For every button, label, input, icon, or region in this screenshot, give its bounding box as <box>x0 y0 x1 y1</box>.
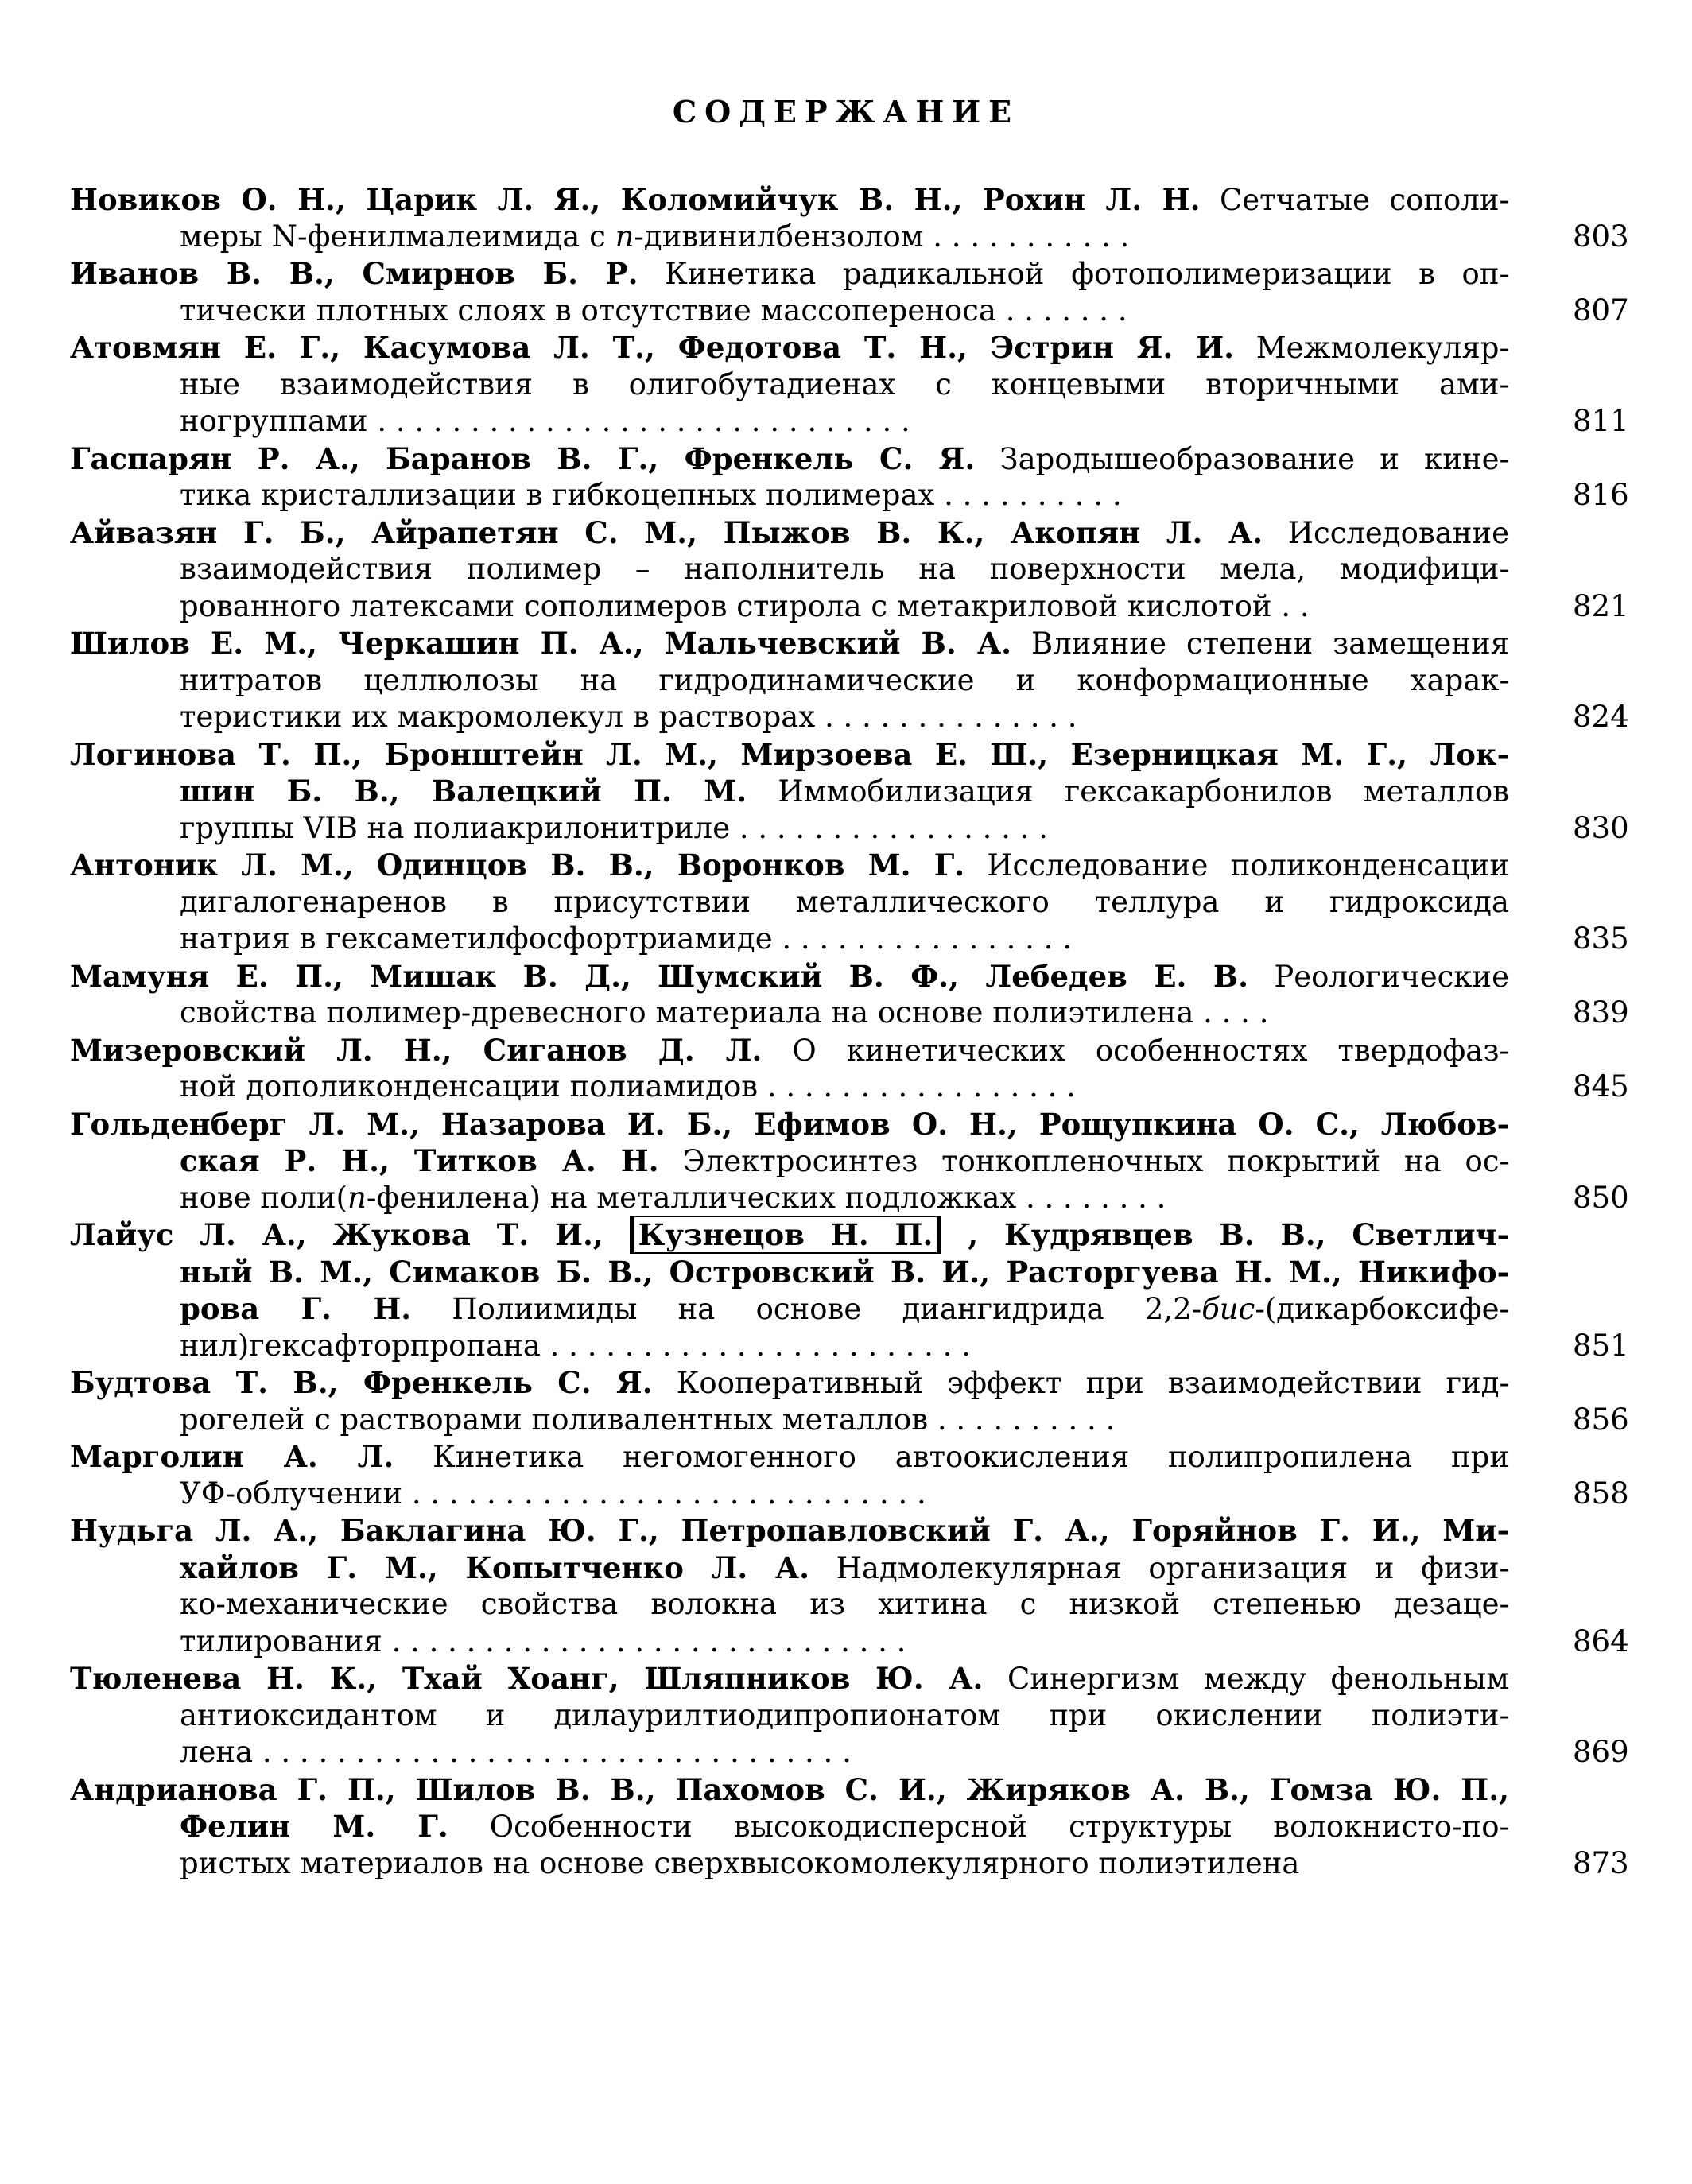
toc-entry-line <box>70 1512 1676 1550</box>
article-title-text: Кооперативный эффект при взаимодействии гид- <box>652 1366 1509 1400</box>
page-number: 851 <box>1573 1328 1629 1363</box>
article-title-text: дигалогенаренов в присутствии металлического теллура и гидроксида <box>180 884 1509 919</box>
author-names: Марголин А. Л. <box>70 1439 394 1474</box>
toc-line-text <box>70 514 1509 552</box>
author-names: Иванов В. В., Смирнов Б. Р. <box>70 256 638 291</box>
article-title-text: Электросинтез тонкопленочных покрытий на ос- <box>658 1144 1509 1178</box>
toc-heading: СОДЕРЖАНИЕ <box>672 94 1020 130</box>
author-names: Мизеровский Л. Н., Сиганов Д. Л. <box>70 1032 763 1068</box>
article-title-text: нове поли( <box>180 1180 347 1215</box>
toc-line-text <box>180 219 1509 256</box>
toc-line-text <box>180 1550 1509 1587</box>
page-number: 869 <box>1573 1735 1629 1769</box>
toc-line-text <box>70 625 1509 662</box>
toc-entry-line <box>70 1106 1676 1143</box>
article-title-text: тилирования . . . . . . . . . . . . . . . . . . . . . . . . . . . . <box>180 1623 906 1658</box>
article-title-text: -фенилена) на металлических подложках . . . . . . . . <box>366 1180 1166 1215</box>
toc-line-text <box>180 367 1509 404</box>
article-title-text: Кинетика негомогенного автоокисления полипропилена при <box>394 1440 1509 1474</box>
article-title-text: антиоксидантом и дилаурилтиодипропионатом при окислении полиэти- <box>180 1697 1509 1732</box>
author-names: Гаспарян Р. А., Баранов В. Г., Френкель С. Я. <box>70 440 976 476</box>
page-number: 830 <box>1573 810 1629 845</box>
toc-line-text <box>180 699 1509 736</box>
page-number: 835 <box>1573 921 1629 956</box>
article-title-text: бис <box>1201 1292 1255 1326</box>
toc-line-text <box>70 1512 1509 1550</box>
article-title-text: Реологические <box>1248 959 1509 994</box>
author-names: Логинова Т. П., Бронштейн Л. М., Мирзоева Е. Ш., Езерницкая М. Г., Лок- <box>70 736 1509 772</box>
page-number: 856 <box>1573 1402 1629 1437</box>
toc-line-text <box>180 1734 1509 1771</box>
toc-entry <box>70 440 1676 514</box>
page-number: 803 <box>1573 219 1629 254</box>
page-number: 824 <box>1573 700 1629 734</box>
article-title-text: нитратов целлюлозы на гидродинамические и конформационные харак- <box>180 662 1509 697</box>
article-title-text: тика кристаллизации в гибкоцепных полимерах . . . . . . . . . . <box>180 478 1122 512</box>
article-title-text: ко-механические свойства волокна из хитина с низкой степенью дезаце- <box>180 1587 1509 1621</box>
author-names: Мамуня Е. П., Мишак В. Д., Шумский В. Ф., Лебедев Е. В. <box>70 958 1249 994</box>
article-title-text: Сетчатые сополи- <box>1200 183 1509 217</box>
toc-line-text <box>70 329 1509 367</box>
toc-entry-line <box>70 1180 1676 1217</box>
toc-line-text <box>180 1476 1509 1513</box>
article-title-text: n <box>615 219 634 254</box>
toc-entry-line <box>70 1142 1676 1180</box>
article-title-text: нил)гексафторпропана . . . . . . . . . . . . . . . . . . . . . . . <box>180 1328 971 1363</box>
article-title-text: натрия в гексаметилфосфортриамиде . . . . . . . . . . . . . . . . <box>180 921 1072 956</box>
toc-line-text <box>180 773 1509 810</box>
article-title-text: Полиимиды на основе диангидрида 2,2- <box>411 1292 1202 1326</box>
toc-entry <box>70 1216 1676 1364</box>
article-title-text: меры N-фенилмалеимида с <box>180 219 615 254</box>
toc-line-text <box>180 1069 1509 1106</box>
toc-entry-line <box>70 958 1676 995</box>
toc-line-text <box>180 1180 1509 1217</box>
toc-entry-line <box>70 773 1676 810</box>
toc-line-text <box>70 1771 1509 1809</box>
toc-line-text <box>180 403 1509 440</box>
toc-entry <box>70 1106 1676 1217</box>
toc-line-text <box>180 662 1509 700</box>
toc-line-text <box>180 884 1509 921</box>
toc-entry-line <box>70 440 1676 478</box>
toc-entry-line <box>70 921 1676 958</box>
author-names: Будтова Т. В., Френкель С. Я. <box>70 1365 653 1400</box>
toc-entry-line <box>70 293 1676 330</box>
toc-entry <box>70 329 1676 440</box>
article-title-text: УФ-облучении . . . . . . . . . . . . . . . . . . . . . . . . . . . . <box>180 1476 926 1511</box>
author-names: Шилов Е. М., Черкашин П. А., Мальчевский В. А. <box>70 626 1011 661</box>
toc-line-text <box>70 847 1509 884</box>
toc-entry-line <box>70 1216 1676 1254</box>
author-names: Антоник Л. М., Одинцов В. В., Воронков М. Г. <box>70 848 965 883</box>
toc-entry-line <box>70 181 1676 219</box>
article-title-text: Особенности высокодисперсной структуры волокнисто-по- <box>448 1810 1509 1844</box>
article-title-text: Надмолекулярная организация и физи- <box>809 1550 1509 1585</box>
article-title-text: Синергизм между фенольным <box>983 1662 1509 1696</box>
article-title-text: n <box>347 1180 367 1215</box>
article-title-text: взаимодействия полимер – наполнитель на поверхности мела, модифици- <box>180 552 1509 586</box>
toc-line-text <box>70 736 1509 774</box>
article-title-text: Влияние степени замещения <box>1011 626 1509 661</box>
toc-line-text <box>180 551 1509 588</box>
page-number: 873 <box>1573 1845 1629 1880</box>
toc-entry <box>70 1438 1676 1512</box>
toc-entry-line <box>70 1476 1676 1513</box>
article-title-text: Межмолекуляр- <box>1234 331 1509 365</box>
article-title-text: ные взаимодействия в олигобутадиенах с концевыми вторичными ами- <box>180 367 1509 401</box>
toc-entry <box>70 736 1676 848</box>
boxed-author-name: Кузнецов Н. П. <box>630 1216 942 1254</box>
toc-line-text <box>180 1697 1509 1735</box>
toc-entry-line <box>70 588 1676 626</box>
article-title-text: -дивинилбензолом . . . . . . . . . . . <box>634 219 1130 254</box>
toc-entry-line <box>70 477 1676 514</box>
toc-line-text <box>70 958 1509 995</box>
toc-entry <box>70 1512 1676 1660</box>
toc-entry-line <box>70 1550 1676 1587</box>
toc-entry-line <box>70 662 1676 700</box>
toc-entry-line <box>70 1328 1676 1365</box>
toc-entry-line <box>70 1364 1676 1402</box>
author-names: Тюленева Н. К., Тхай Хоанг, Шляпников Ю. А. <box>70 1661 984 1696</box>
toc-entry-line <box>70 1771 1676 1809</box>
toc-line-text <box>180 477 1509 514</box>
author-names: Фелин М. Г. <box>180 1809 448 1844</box>
toc-line-text <box>70 1216 1509 1254</box>
toc-entry-line <box>70 1734 1676 1771</box>
page-number: 807 <box>1573 293 1629 328</box>
article-title-text: группы VIB на полиакрилонитриле . . . . . . . . . . . . . . . . . <box>180 810 1048 845</box>
toc-line-text <box>180 995 1509 1032</box>
toc-entry-line <box>70 884 1676 921</box>
author-names: Лайус Л. А., Жукова Т. И., <box>70 1217 630 1252</box>
toc-line-text <box>180 810 1509 848</box>
toc-line-text <box>180 1845 1509 1883</box>
page-number: 816 <box>1573 478 1629 512</box>
toc-entry <box>70 1364 1676 1438</box>
author-names: ская Р. Н., Титков А. Н. <box>180 1143 659 1178</box>
table-of-contents <box>70 181 1676 1882</box>
article-title-text: Иммобилизация гексакарбонилов металлов <box>747 774 1509 809</box>
toc-entry <box>70 1771 1676 1883</box>
article-title-text: теристики их макромолекул в растворах . . . . . . . . . . . . . . <box>180 700 1077 734</box>
toc-entry-line <box>70 625 1676 662</box>
article-title-text: свойства полимер-древесного материала на основе полиэтилена . . . . <box>180 995 1269 1030</box>
author-names: , Кудрявцев В. В., Светлич- <box>941 1217 1509 1252</box>
author-names: Андрианова Г. П., Шилов В. В., Пахомов С. И., Жиряков А. В., Гомза Ю. П., <box>70 1771 1509 1807</box>
toc-entry <box>70 625 1676 736</box>
toc-line-text <box>180 1402 1509 1439</box>
toc-line-text <box>70 440 1509 478</box>
toc-entry-line <box>70 1069 1676 1106</box>
toc-line-text <box>70 181 1509 219</box>
author-names: Новиков О. Н., Царик Л. Я., Коломийчук В. Н., Рохин Л. Н. <box>70 182 1201 217</box>
toc-line-text <box>180 1142 1509 1180</box>
toc-line-text <box>70 1364 1509 1402</box>
toc-entry-line <box>70 810 1676 848</box>
toc-entry-line <box>70 1697 1676 1735</box>
toc-line-text <box>180 1808 1509 1845</box>
article-title-text: лена . . . . . . . . . . . . . . . . . . . . . . . . . . . . . . . . <box>180 1735 852 1769</box>
author-names: Нудьга Л. А., Баклагина Ю. Г., Петропавловский Г. А., Горяйнов Г. И., Ми- <box>70 1513 1509 1548</box>
page-number: 850 <box>1573 1180 1629 1215</box>
toc-entry-line <box>70 219 1676 256</box>
toc-line-text <box>70 1032 1509 1069</box>
article-title-text: Исследование <box>1263 515 1509 550</box>
page-number: 845 <box>1573 1069 1629 1104</box>
author-names: ный В. М., Симаков Б. В., Островский В. И., Расторгуева Н. М., Никифо- <box>180 1254 1509 1290</box>
article-title-text: О кинетических особенностях твердофаз- <box>762 1033 1509 1068</box>
toc-entry-line <box>70 1586 1676 1623</box>
toc-entry-line <box>70 847 1676 884</box>
toc-entry-line <box>70 514 1676 552</box>
toc-line-text <box>180 1623 1509 1661</box>
page-number: 864 <box>1573 1623 1629 1658</box>
article-title-text: ристых материалов на основе сверхвысокомолекулярного полиэтилена <box>180 1845 1300 1880</box>
toc-entry <box>70 1660 1676 1771</box>
toc-entry-line <box>70 551 1676 588</box>
article-title-text: Исследование поликонденсации <box>964 848 1509 883</box>
toc-line-text <box>180 1328 1509 1365</box>
page-number: 858 <box>1573 1476 1629 1511</box>
toc-entry-line <box>70 1660 1676 1697</box>
article-title-text: тически плотных слоях в отсутствие массопереноса . . . . . . . <box>180 293 1127 328</box>
author-names: Айвазян Г. Б., Айрапетян С. М., Пыжов В. К., Акопян Л. А. <box>70 514 1263 550</box>
author-names: Атовмян Е. Г., Касумова Л. Т., Федотова Т. Н., Эстрин Я. И. <box>70 330 1235 365</box>
toc-entry-line <box>70 255 1676 293</box>
article-title-text: рованного латексами сополимеров стирола с метакриловой кислотой . . <box>180 588 1310 623</box>
toc-entry <box>70 514 1676 626</box>
toc-line-text <box>70 255 1509 293</box>
article-title-text: ной дополиконденсации полиамидов . . . . . . . . . . . . . . . . . <box>180 1069 1076 1104</box>
toc-entry <box>70 181 1676 255</box>
article-title-text: рогелей с растворами поливалентных металлов . . . . . . . . . . <box>180 1402 1116 1437</box>
article-title-text: ногруппами . . . . . . . . . . . . . . . . . . . . . . . . . . . . . <box>180 404 910 438</box>
toc-line-text <box>180 1254 1509 1291</box>
toc-entry <box>70 958 1676 1032</box>
toc-line-text <box>180 293 1509 330</box>
toc-entry-line <box>70 403 1676 440</box>
toc-entry-line <box>70 1402 1676 1439</box>
toc-entry <box>70 1032 1676 1106</box>
toc-entry-line <box>70 1032 1676 1069</box>
toc-line-text <box>70 1660 1509 1697</box>
author-names: рова Г. Н. <box>180 1291 412 1326</box>
page-number: 839 <box>1573 995 1629 1030</box>
author-names: шин Б. В., Валецкий П. М. <box>180 774 747 809</box>
page-number: 811 <box>1573 404 1629 438</box>
toc-entry <box>70 255 1676 329</box>
toc-line-text <box>180 1290 1509 1328</box>
page-number: 821 <box>1573 588 1629 623</box>
author-names: хайлов Г. М., Копытченко Л. А. <box>180 1550 810 1585</box>
toc-entry-line <box>70 1290 1676 1328</box>
article-title-text: -(дикарбоксифе- <box>1255 1292 1509 1326</box>
toc-entry-line <box>70 995 1676 1032</box>
toc-line-text <box>180 921 1509 958</box>
toc-line-text <box>180 1586 1509 1623</box>
toc-line-text <box>70 1438 1509 1476</box>
toc-entry-line <box>70 329 1676 367</box>
article-title-text: Зародышеобразование и кине- <box>975 441 1509 476</box>
toc-entry-line <box>70 367 1676 404</box>
toc-entry-line <box>70 699 1676 736</box>
toc-line-text <box>180 588 1509 626</box>
toc-entry-line <box>70 1623 1676 1661</box>
toc-line-text <box>70 1106 1509 1143</box>
toc-entry-line <box>70 1808 1676 1845</box>
author-names: Гольденберг Л. М., Назарова И. Б., Ефимов О. Н., Рощупкина О. С., Любов- <box>70 1106 1509 1142</box>
toc-entry-line <box>70 736 1676 774</box>
toc-entry <box>70 847 1676 958</box>
toc-entry-line <box>70 1845 1676 1883</box>
article-title-text: Кинетика радикальной фотополимеризации в оп- <box>638 257 1509 291</box>
toc-entry-line <box>70 1254 1676 1291</box>
toc-entry-line <box>70 1438 1676 1476</box>
